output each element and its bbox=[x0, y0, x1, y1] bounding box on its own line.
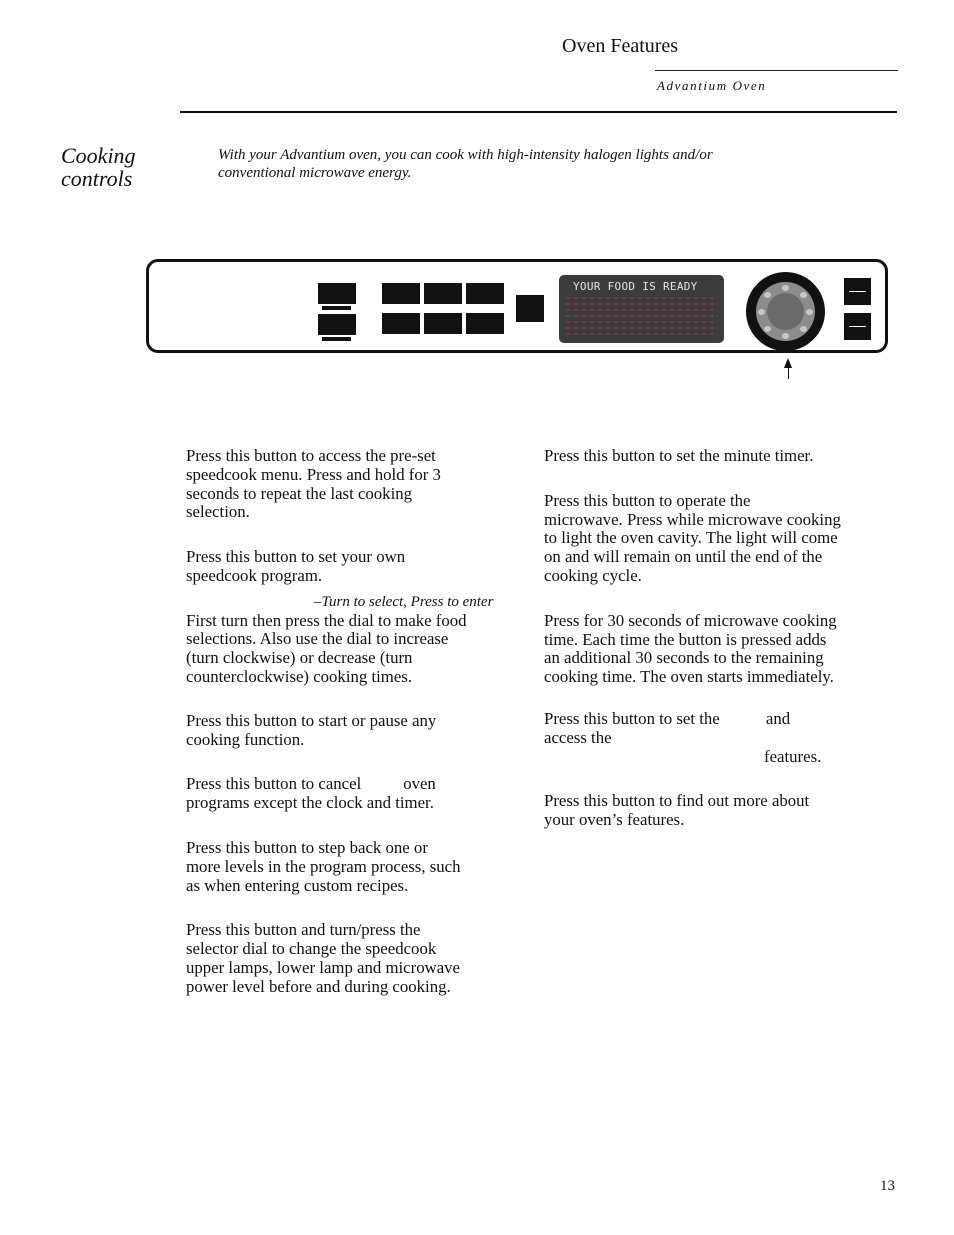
indicator-line-icon bbox=[322, 306, 351, 310]
description-line: cooking time. The oven starts immediately. bbox=[544, 667, 834, 687]
description-line: Press this button to find out more about bbox=[544, 791, 810, 811]
left-descriptions bbox=[186, 447, 516, 997]
description-line: Press this button and turn/press the bbox=[186, 920, 421, 940]
description-block bbox=[544, 447, 884, 466]
dial-marker bbox=[782, 285, 789, 291]
description-block bbox=[544, 792, 884, 830]
section-heading bbox=[61, 144, 136, 190]
intro-line: conventional microwave energy. bbox=[218, 165, 412, 181]
description-line: First turn then press the dial to make food bbox=[186, 610, 467, 630]
description-block bbox=[186, 839, 516, 895]
dial-hint: –Turn to select, Press to enter bbox=[314, 593, 494, 610]
description-line: selections. Also use the dial to increase bbox=[186, 629, 449, 649]
right-descriptions bbox=[544, 447, 884, 830]
intro-text bbox=[218, 146, 818, 182]
minus-button-icon bbox=[844, 278, 871, 305]
panel-button-icon bbox=[466, 313, 504, 334]
description-block bbox=[544, 710, 884, 766]
button-gap bbox=[469, 305, 501, 307]
description-line: speedcook program. bbox=[186, 565, 323, 585]
description-line: programs except the clock and timer. bbox=[186, 793, 434, 813]
description-block bbox=[186, 593, 516, 687]
page-title: Oven Features bbox=[562, 35, 679, 57]
section-heading-line: Cooking bbox=[61, 143, 136, 168]
description-line: an additional 30 seconds to the remaining bbox=[544, 648, 824, 668]
description-line: to light the oven cavity. The light will come bbox=[544, 528, 838, 548]
description-block bbox=[544, 492, 884, 586]
description-line: power level before and during cooking. bbox=[186, 976, 451, 996]
description-line: selection. bbox=[186, 502, 250, 522]
description-block bbox=[186, 447, 516, 522]
description-line: as when entering custom recipes. bbox=[186, 875, 409, 895]
description-block bbox=[186, 775, 516, 813]
page-number: 13 bbox=[880, 1178, 895, 1194]
description-line: selector dial to change the speedcook bbox=[186, 939, 437, 959]
page-subtitle: Advantium Oven bbox=[657, 78, 767, 93]
description-line: cooking function. bbox=[186, 729, 305, 749]
description-line: Press this button to set your own bbox=[186, 547, 406, 567]
description-line: upper lamps, lower lamp and microwave bbox=[186, 957, 461, 977]
panel-button-icon bbox=[318, 283, 356, 304]
panel-button-icon bbox=[424, 283, 462, 304]
square-button-icon bbox=[516, 295, 544, 322]
description-line: your oven’s features. bbox=[544, 810, 685, 830]
intro-line: With your Advantium oven, you can cook with high-intensity halogen lights and/or bbox=[218, 147, 713, 163]
header-divider bbox=[655, 70, 898, 71]
panel-button-icon bbox=[318, 314, 356, 335]
dial-marker bbox=[800, 292, 807, 298]
description-line: (turn clockwise) or decrease (turn bbox=[186, 648, 413, 668]
section-heading-line: controls bbox=[61, 166, 133, 191]
panel-button-icon bbox=[424, 313, 462, 334]
panel-button-icon bbox=[382, 313, 420, 334]
dial-marker bbox=[800, 326, 807, 332]
section-divider bbox=[180, 111, 897, 113]
arrow-shaft bbox=[788, 366, 789, 379]
description-line: Press this button to set the and bbox=[544, 708, 791, 728]
description-line: microwave. Press while microwave cooking bbox=[544, 509, 841, 529]
description-line: seconds to repeat the last cooking bbox=[186, 483, 413, 503]
description-line: more levels in the program process, such bbox=[186, 856, 461, 876]
description-line: Press for 30 seconds of microwave cooking bbox=[544, 610, 837, 630]
indicator-line-icon bbox=[322, 337, 351, 341]
description-line: Press this button to cancel oven bbox=[186, 774, 436, 794]
description-line: speedcook menu. Press and hold for 3 bbox=[186, 464, 441, 484]
description-line: access the bbox=[544, 727, 612, 747]
description-block bbox=[186, 712, 516, 750]
panel-button-icon bbox=[382, 283, 420, 304]
dial-marker bbox=[764, 292, 771, 298]
oven-display bbox=[559, 275, 724, 343]
description-line: Press this button to set the minute timer. bbox=[544, 446, 814, 465]
dial-marker bbox=[782, 333, 789, 339]
description-line: Press this button to operate the bbox=[544, 490, 751, 510]
dial-marker bbox=[758, 309, 765, 315]
description-line: cooking cycle. bbox=[544, 565, 642, 585]
description-line: Press this button to step back one or bbox=[186, 837, 428, 857]
display-segments bbox=[565, 295, 718, 335]
description-line: features. bbox=[764, 746, 822, 766]
description-line: Press this button to access the pre-set bbox=[186, 446, 436, 465]
dial-knob bbox=[767, 293, 804, 330]
description-line: on and will remain on until the end of the bbox=[544, 547, 823, 567]
description-block bbox=[186, 921, 516, 996]
dial-marker bbox=[806, 309, 813, 315]
description-line: counterclockwise) cooking times. bbox=[186, 666, 413, 686]
description-line: Press this button to start or pause any bbox=[186, 710, 437, 730]
minus-button-icon bbox=[844, 313, 871, 340]
description-block bbox=[186, 548, 516, 586]
panel-button-icon bbox=[466, 283, 504, 304]
display-text: YOUR FOOD IS READY bbox=[573, 280, 698, 293]
description-block bbox=[544, 612, 884, 687]
description-line: time. Each time the button is pressed adds bbox=[544, 629, 827, 649]
dial-marker bbox=[764, 326, 771, 332]
